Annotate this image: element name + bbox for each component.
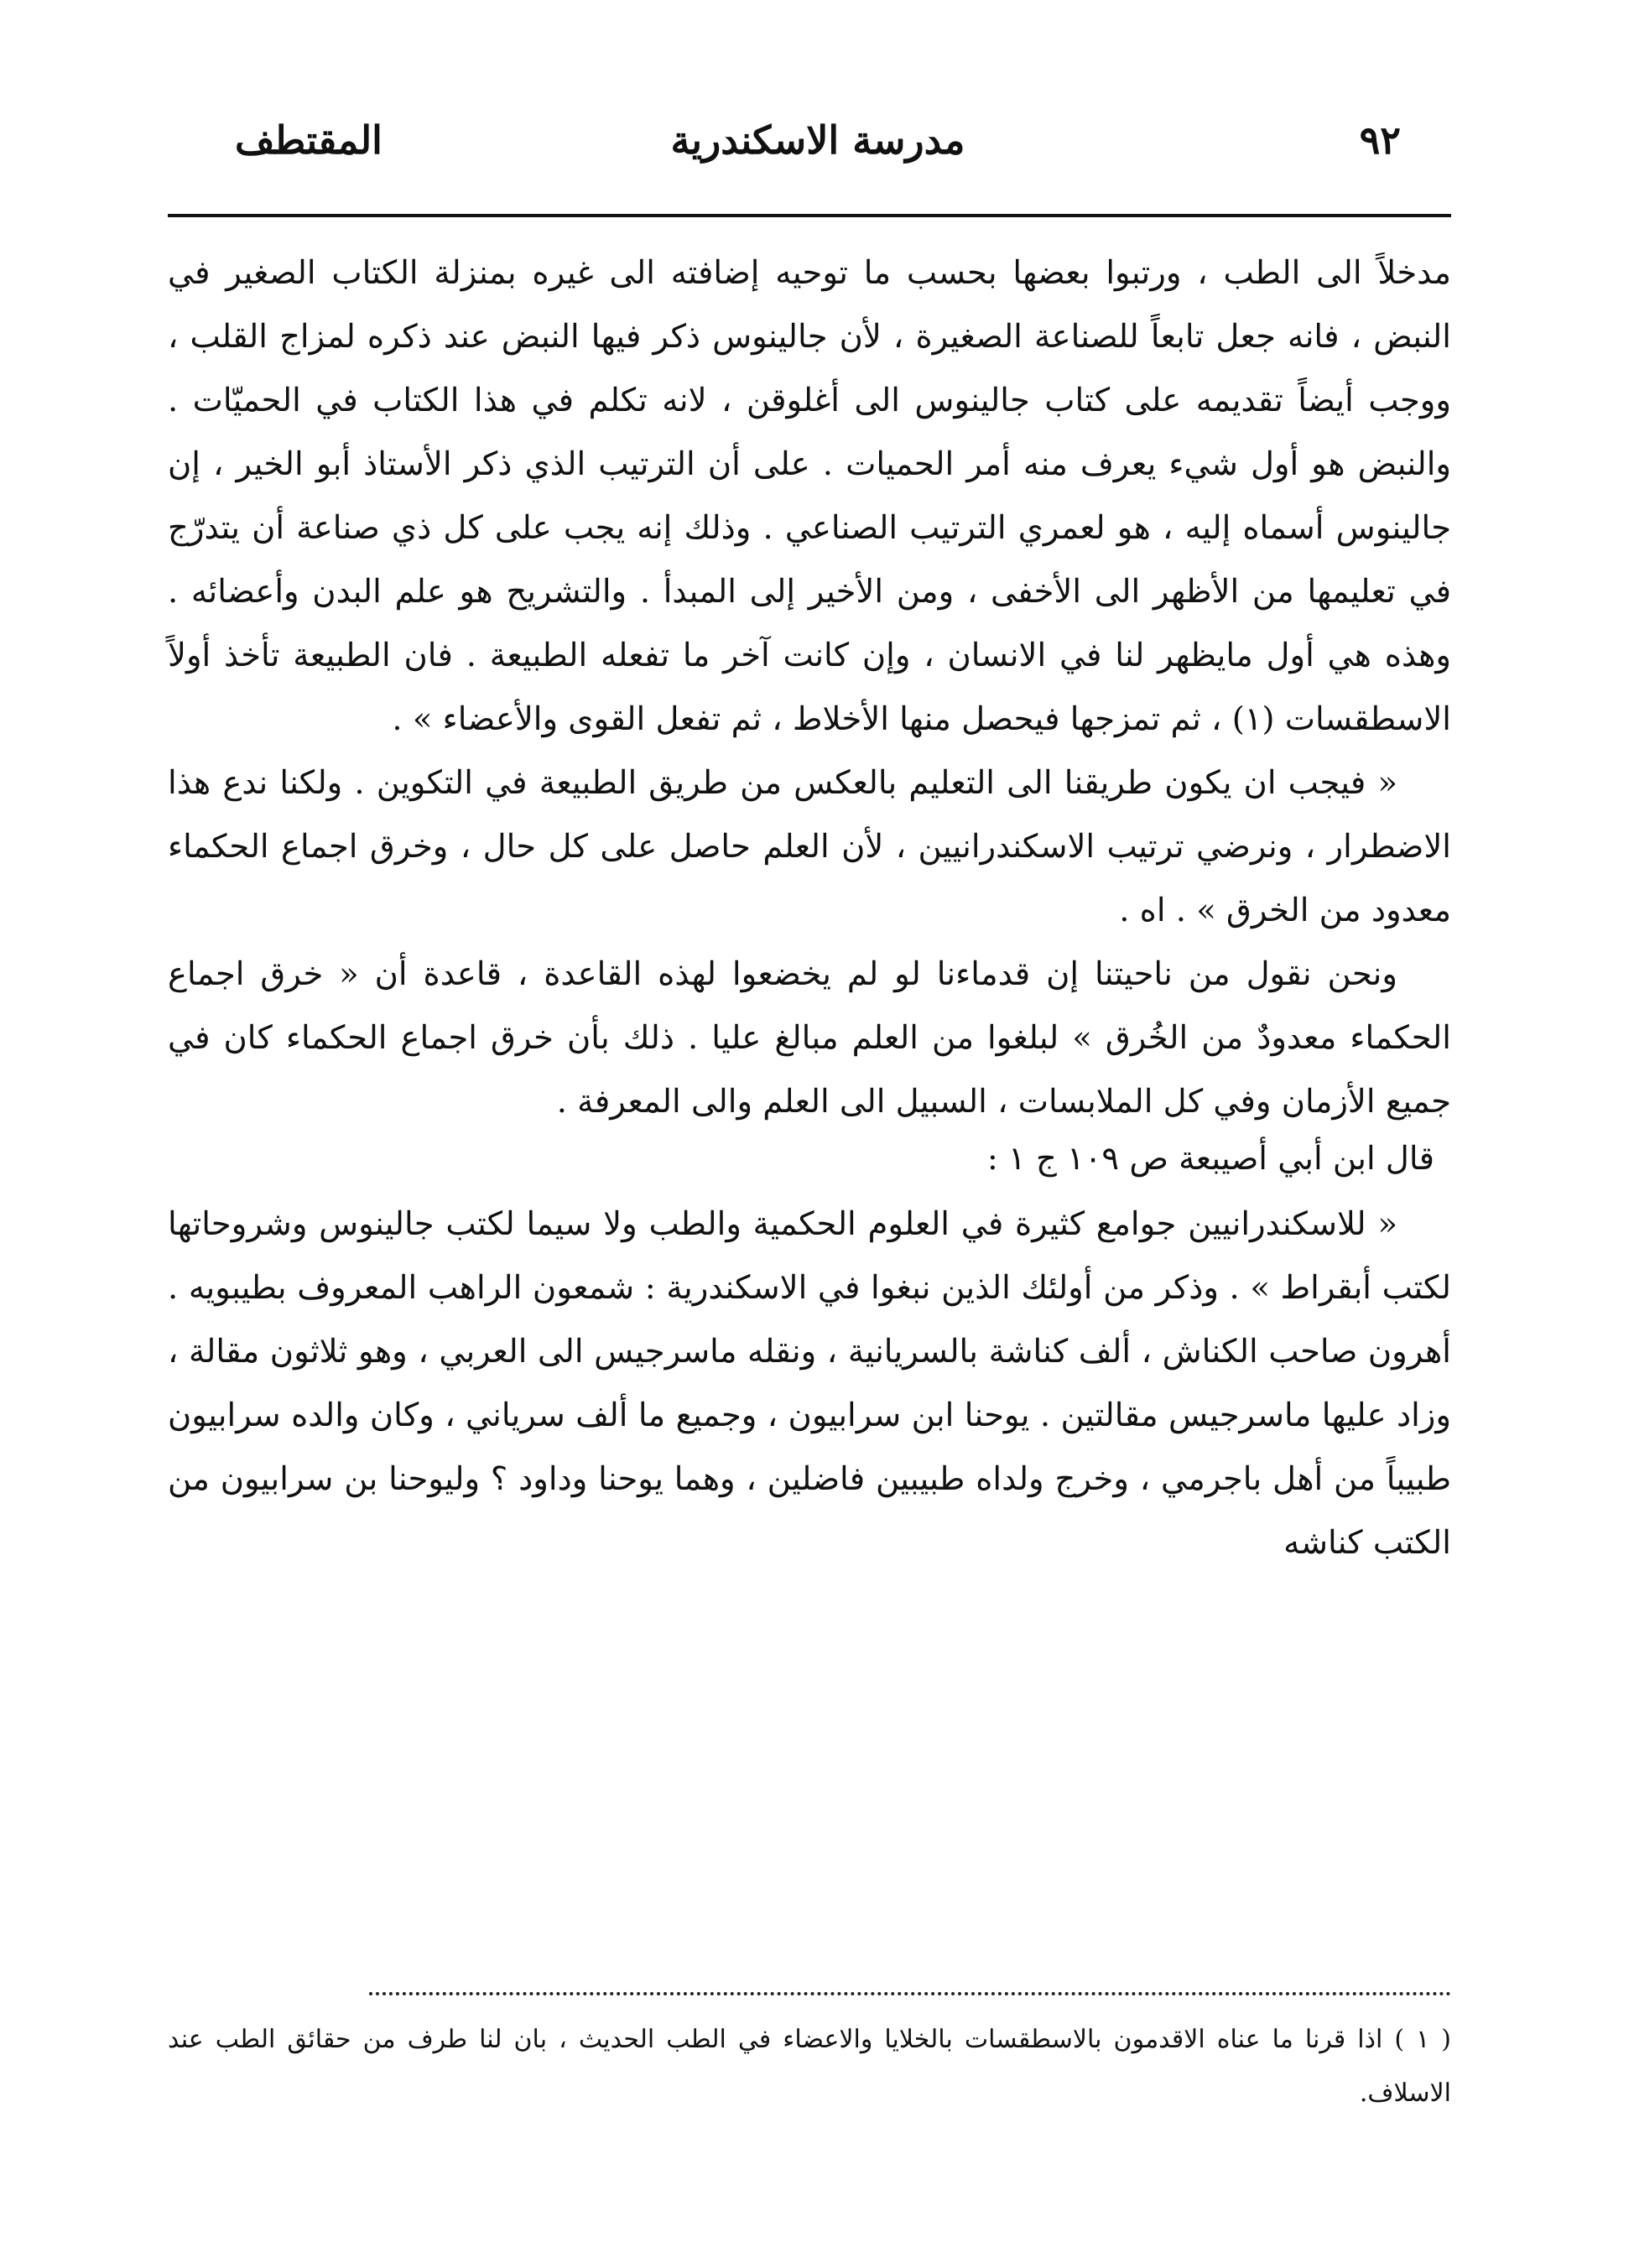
running-title: مدرسة الاسكندرية xyxy=(670,117,965,163)
paragraph-2: « فيجب ان يكون طريقنا الى التعليم بالعكس من طريق الطبيعة في التكوين . ولكنا ندع هذا الاضطرار ، ونرضي ترتيب الاسكندرانيين ، لأن العلم حاصل على كل حال ، وخرق اجماع الحكماء معدود من الخرق » . اه . xyxy=(168,764,1451,929)
page-number: ٩٢ xyxy=(1359,117,1401,163)
paragraph-3: ونحن نقول من ناحيتنا إن قدماءنا لو لم يخضعوا لهذه القاعدة ، قاعدة أن « خرق اجماع الحكماء معدودٌ من الخُرق » لبلغوا من العلم مبالغ عليا . ذلك بأن خرق اجماع الحكماء كان في جميع الأزمان وفي كل الملابسات ، السبيل الى العلم والى المعرفة . xyxy=(168,955,1451,1121)
journal-name: المقتطف xyxy=(235,117,382,163)
page-header xyxy=(235,117,1401,185)
paragraph-4: « للاسكندرانيين جوامع كثيرة في العلوم الحكمية والطب ولا سيما لكتب جالينوس وشروحاتها لكتب أبقراط » . وذكر من أولئك الذين نبغوا في الاسكندرية : شمعون الراهب المعروف بطيبويه . أهرون صاحب الكناش ، ألف كناشة بالسريانية ، ونقله ماسرجيس الى العربي ، وهو ثلاثون مقالة ، وزاد عليها ماسرجيس مقالتين . يوحنا ابن سرابيون ، وجميع ما ألف سرياني ، وكان والده سرابيون طبيباً من أهل باجرمي ، وخرج ولداه طبيبين فاضلين ، وهما يوحنا وداود ؟ وليوحنا بن سرابيون من الكتب كناشه xyxy=(168,1205,1451,1562)
footnote-separator xyxy=(369,1992,1451,1995)
footnote: ( ١ ) اذا قرنا ما عناه الاقدمون بالاسطقسات بالخلايا والاعضاء في الطب الحديث ، بان لنا طرف من حقائق الطب عند الاسلاف. xyxy=(168,2025,1452,2108)
article-body xyxy=(168,242,1451,1575)
paragraph-1: مدخلاً الى الطب ، ورتبوا بعضها بحسب ما توحيه إضافته الى غيره بمنزلة الكتاب الصغير في النبض ، فانه جعل تابعاً للصناعة الصغيرة ، لأن جالينوس ذكر فيها النبض عند ذكره لمزاج القلب ، ووجب أيضاً تقديمه على كتاب جالينوس الى أغلوقن ، لانه تكلم في هذا الكتاب في الحميّات . والنبض هو أول شيء يعرف منه أمر الحميات . على أن الترتيب الذي ذكر الأستاذ أبو الخير ، إن جالينوس أسماه إليه ، هو لعمري الترتيب الصناعي . وذلك إنه يجب على كل ذي صناعة أن يتدرّج في تعليمها من الأظهر الى الأخفى ، ومن الأخير إلى المبدأ . والتشريح هو علم البدن وأعضائه . وهذه هي أول مايظهر لنا في الانسان ، وإن كانت آخر ما تفعله الطبيعة . فان الطبيعة تأخذ أولاً الاسطقسات (١) ، ثم تمزجها فيحصل منها الأخلاط ، ثم تفعل القوى والأعضاء » . xyxy=(168,254,1451,738)
header-rule xyxy=(168,214,1451,217)
quote-intro: قال ابن أبي أصيبعة ص ١٠٩ ج ١ : xyxy=(986,1140,1434,1178)
